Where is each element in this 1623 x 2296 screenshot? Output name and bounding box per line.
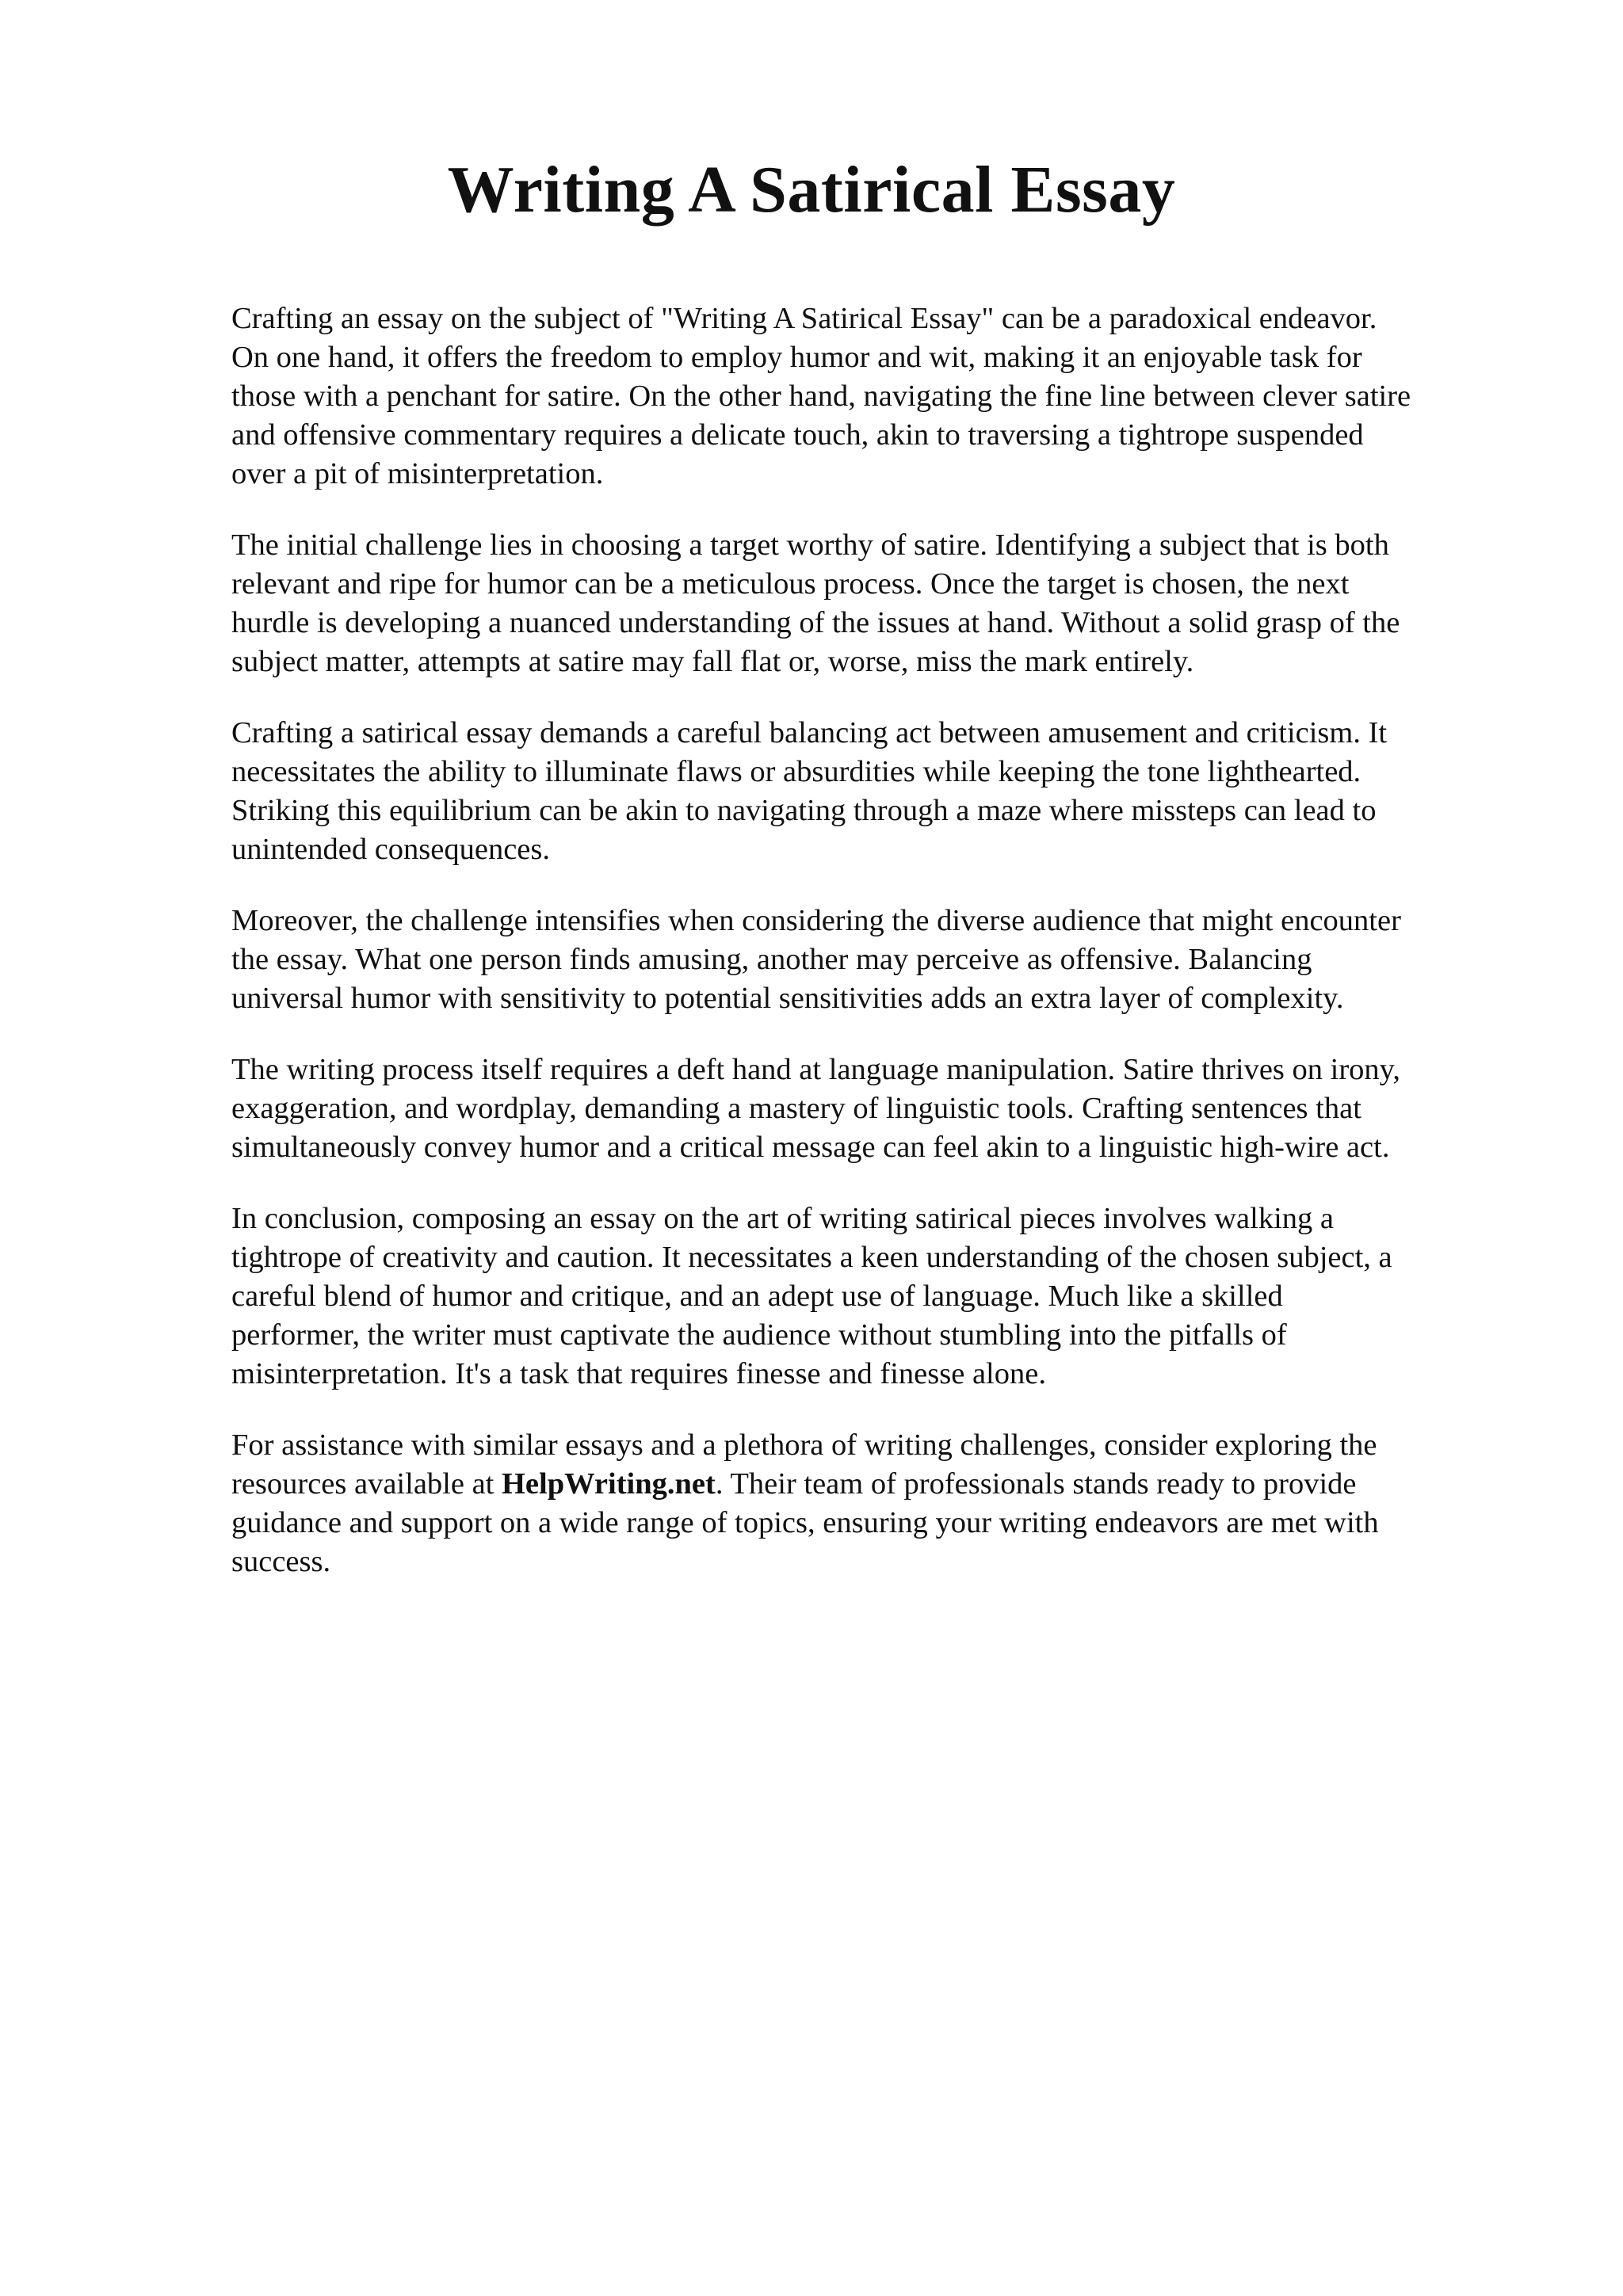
paragraph-line: unintended consequences. <box>231 833 550 866</box>
paragraph-line: careful blend of humor and critique, and an adept use of language. Much like a skilled <box>231 1280 1283 1313</box>
paragraph-4 <box>231 902 1515 1018</box>
paragraph-line: Striking this equilibrium can be akin to navigating through a maze where missteps can lead to <box>231 794 1377 827</box>
paragraph-1 <box>231 299 1515 494</box>
paragraph-line: Moreover, the challenge intensifies when considering the diverse audience that might encounter <box>231 904 1401 937</box>
paragraph-line: misinterpretation. It's a task that requires finesse and finesse alone. <box>231 1357 1046 1390</box>
paragraph-line: In conclusion, composing an essay on the art of writing satirical pieces involves walking a <box>231 1202 1335 1235</box>
paragraph-6 <box>231 1199 1515 1394</box>
paragraph-3 <box>231 714 1515 869</box>
paragraph-line: subject matter, attempts at satire may fall flat or, worse, miss the mark entirely. <box>231 645 1194 678</box>
paragraph-line: guidance and support on a wide range of topics, ensuring your writing endeavors are met with <box>231 1506 1379 1539</box>
paragraph-line: simultaneously convey humor and a critical message can feel akin to a linguistic high-wire act. <box>231 1131 1390 1164</box>
paragraph-line: The initial challenge lies in choosing a target worthy of satire. Identifying a subject that is both <box>231 528 1389 562</box>
paragraph-line: necessitates the ability to illuminate flaws or absurdities while keeping the tone lighthearted. <box>231 755 1361 788</box>
paragraph-line: over a pit of misinterpretation. <box>231 457 604 490</box>
paragraph-line: For assistance with similar essays and a plethora of writing challenges, consider exploring the <box>231 1428 1377 1462</box>
closing-paragraph <box>231 1426 1515 1581</box>
paragraph-line: The writing process itself requires a deft hand at language manipulation. Satire thrives on irony, <box>231 1053 1401 1086</box>
paragraph-line: those with a penchant for satire. On the other hand, navigating the fine line between clever satire <box>231 379 1411 413</box>
closing-prefix: resources available at <box>231 1467 502 1501</box>
paragraph-line: relevant and ripe for humor can be a meticulous process. Once the target is chosen, the next <box>231 567 1350 601</box>
paragraph-line: performer, the writer must captivate the audience without stumbling into the pitfalls of <box>231 1318 1287 1352</box>
paragraph-line: Crafting a satirical essay demands a careful balancing act between amusement and criticism. It <box>231 716 1388 749</box>
essay-body <box>231 299 1515 1614</box>
page-title: Writing A Satirical Essay <box>447 153 1176 227</box>
paragraph-line: universal humor with sensitivity to potential sensitivities adds an extra layer of complexity. <box>231 982 1344 1015</box>
paragraph-line: and offensive commentary requires a delicate touch, akin to traversing a tightrope suspended <box>231 418 1364 452</box>
paragraph-5 <box>231 1051 1515 1167</box>
paragraph-2 <box>231 526 1515 681</box>
helpwriting-link[interactable]: HelpWriting.net <box>501 1467 716 1501</box>
paragraph-line: Crafting an essay on the subject of "Writing A Satirical Essay" can be a paradoxical endeavor. <box>231 302 1377 335</box>
paragraph-line: hurdle is developing a nuanced understanding of the issues at hand. Without a solid grasp of the <box>231 606 1400 639</box>
paragraph-line: the essay. What one person finds amusing, another may perceive as offensive. Balancing <box>231 943 1312 976</box>
paragraph-line <box>231 1465 1515 1504</box>
closing-suffix: . Their team of professionals stands ready to provide <box>715 1467 1357 1501</box>
paragraph-line: exaggeration, and wordplay, demanding a mastery of linguistic tools. Crafting sentences that <box>231 1092 1361 1125</box>
paragraph-line: tightrope of creativity and caution. It necessitates a keen understanding of the chosen subject, a <box>231 1241 1392 1274</box>
paragraph-line: On one hand, it offers the freedom to employ humor and wit, making it an enjoyable task for <box>231 341 1362 374</box>
paragraph-line: success. <box>231 1545 331 1578</box>
